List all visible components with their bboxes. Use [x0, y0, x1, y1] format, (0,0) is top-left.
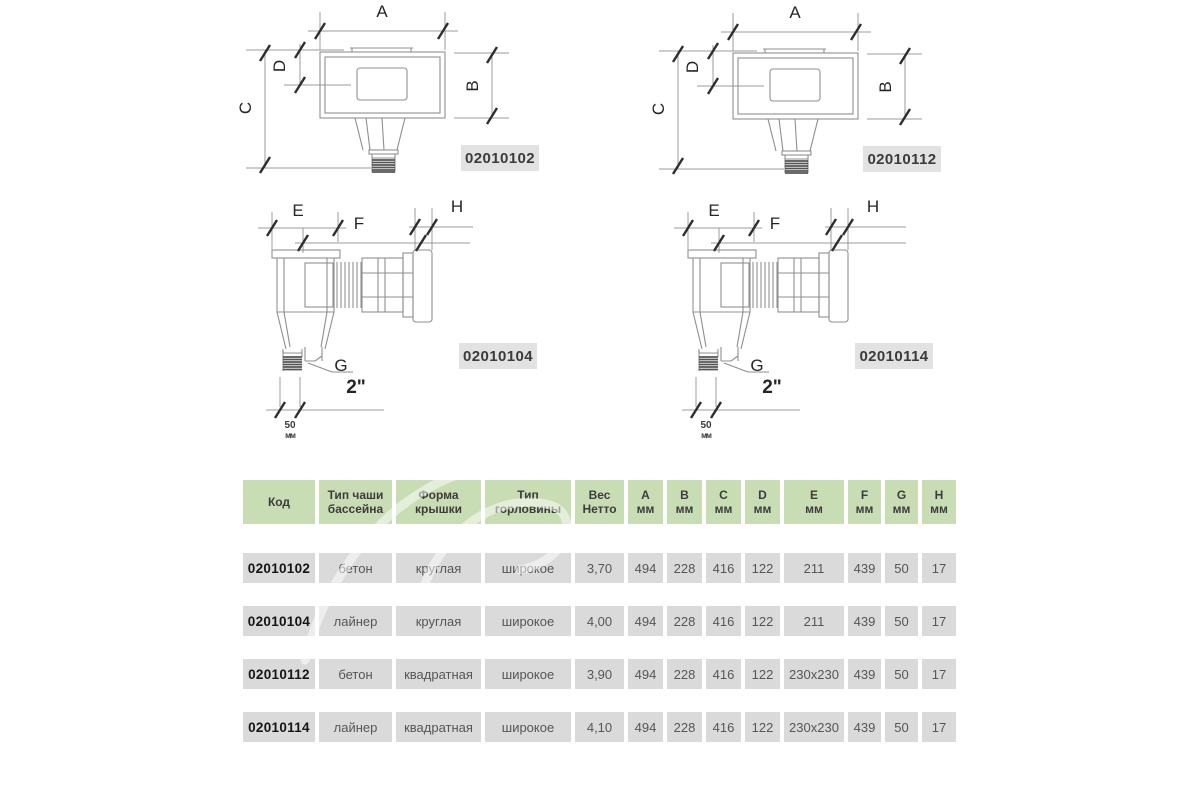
- code-badge: 02010114: [855, 343, 933, 369]
- cell-bowl-type: бетон: [319, 659, 392, 689]
- table-row: [243, 606, 956, 636]
- front-view-drawing-left: [236, 0, 560, 185]
- side-view-linework: [245, 195, 555, 445]
- dim-label-a: A: [376, 2, 388, 21]
- cell-f: 439: [848, 659, 881, 689]
- dim-label-b: B: [463, 80, 482, 92]
- column-header-e-mm: E мм: [784, 480, 844, 524]
- cell-net-weight: 3,70: [575, 553, 624, 583]
- cell-d: 122: [745, 606, 780, 636]
- cell-a: 494: [628, 712, 663, 742]
- code-badge: 02010102: [461, 145, 539, 171]
- cell-f: 439: [848, 712, 881, 742]
- cell-h: 17: [922, 553, 956, 583]
- cell-bowl-type: лайнер: [319, 606, 392, 636]
- cell-a: 494: [628, 606, 663, 636]
- dim-label-b: B: [876, 81, 895, 93]
- table-row: [243, 712, 956, 742]
- column-header-neck-type: Тип горловины: [485, 480, 571, 524]
- pipe-size-label: 2": [346, 377, 366, 398]
- body-outline: [272, 250, 432, 372]
- cell-neck-type: широкое: [485, 606, 571, 636]
- column-header-b-mm: B мм: [667, 480, 702, 524]
- cell-d: 122: [745, 712, 780, 742]
- dim-label-c: C: [649, 102, 668, 116]
- column-header-f-mm: F мм: [848, 480, 881, 524]
- pipe-threads: [372, 160, 395, 172]
- table-header-row: [243, 480, 956, 524]
- table-row: [243, 659, 956, 689]
- column-header-cover-shape: Форма крышки: [396, 480, 481, 524]
- cell-g: 50: [885, 659, 918, 689]
- column-header-h-mm: H мм: [922, 480, 956, 524]
- body-outline: [688, 250, 848, 372]
- code-badge: 02010104: [459, 343, 537, 369]
- spec-table: [243, 480, 956, 765]
- dim-label-d: D: [270, 59, 289, 73]
- cell-code: 02010112: [243, 659, 315, 689]
- cell-b: 228: [667, 606, 702, 636]
- cell-a: 494: [628, 553, 663, 583]
- cell-a: 494: [628, 659, 663, 689]
- cell-g: 50: [885, 606, 918, 636]
- pipe-threads: [699, 357, 718, 370]
- cell-e: 230x230: [784, 659, 844, 689]
- cell-f: 439: [848, 553, 881, 583]
- column-header-a-mm: A мм: [628, 480, 663, 524]
- side-view-drawing-right: [661, 195, 971, 445]
- cell-b: 228: [667, 712, 702, 742]
- cell-code: 02010102: [243, 553, 315, 583]
- column-header-code: Код: [243, 480, 315, 524]
- front-view-drawing-right: [649, 1, 973, 186]
- cell-cover-shape: круглая: [396, 553, 481, 583]
- cell-cover-shape: круглая: [396, 606, 481, 636]
- cell-b: 228: [667, 553, 702, 583]
- cell-f: 439: [848, 606, 881, 636]
- cell-e: 230x230: [784, 712, 844, 742]
- pipe-size-label: 2": [762, 377, 782, 398]
- cell-bowl-type: бетон: [319, 553, 392, 583]
- pipe-diameter-unit: мм: [285, 431, 295, 440]
- pipe-threads: [283, 357, 302, 370]
- cell-d: 122: [745, 553, 780, 583]
- cell-neck-type: широкое: [485, 553, 571, 583]
- cell-h: 17: [922, 606, 956, 636]
- dim-label-e: E: [292, 201, 304, 220]
- cell-code: 02010104: [243, 606, 315, 636]
- cell-d: 122: [745, 659, 780, 689]
- dim-label-g: G: [750, 356, 764, 375]
- cell-c: 416: [706, 659, 741, 689]
- dim-label-c: C: [236, 101, 255, 115]
- cell-c: 416: [706, 606, 741, 636]
- cell-e: 211: [784, 606, 844, 636]
- cell-neck-type: широкое: [485, 659, 571, 689]
- cell-g: 50: [885, 712, 918, 742]
- pipe-diameter-unit: мм: [701, 431, 711, 440]
- dimension-lines: [674, 208, 906, 410]
- cell-b: 228: [667, 659, 702, 689]
- dim-label-g: G: [334, 356, 348, 375]
- dim-label-d: D: [683, 60, 702, 74]
- cell-neck-type: широкое: [485, 712, 571, 742]
- side-view-drawing-left: [245, 195, 555, 445]
- table-row: [243, 553, 956, 583]
- dim-label-h: H: [866, 197, 880, 216]
- body-outline: [320, 48, 445, 172]
- cell-h: 17: [922, 712, 956, 742]
- dim-label-h: H: [450, 197, 464, 216]
- dim-label-f: F: [769, 214, 781, 233]
- cell-e: 211: [784, 553, 844, 583]
- dim-label-a: A: [789, 3, 801, 22]
- cell-cover-shape: квадратная: [396, 712, 481, 742]
- cell-g: 50: [885, 553, 918, 583]
- side-view-linework: [661, 195, 971, 445]
- pipe-diameter-label: 50: [700, 420, 712, 431]
- cell-cover-shape: квадратная: [396, 659, 481, 689]
- cell-code: 02010114: [243, 712, 315, 742]
- column-header-c-mm: C мм: [706, 480, 741, 524]
- cell-net-weight: 4,10: [575, 712, 624, 742]
- pipe-threads: [785, 161, 808, 173]
- cell-net-weight: 4,00: [575, 606, 624, 636]
- dim-label-f: F: [353, 214, 365, 233]
- column-header-d-mm: D мм: [745, 480, 780, 524]
- column-header-bowl-type: Тип чаши бассейна: [319, 480, 392, 524]
- dim-label-e: E: [708, 201, 720, 220]
- cell-c: 416: [706, 712, 741, 742]
- body-outline: [733, 49, 858, 173]
- pipe-diameter-label: 50: [284, 420, 296, 431]
- column-header-g-mm: G мм: [885, 480, 918, 524]
- cell-net-weight: 3,90: [575, 659, 624, 689]
- code-badge: 02010112: [863, 146, 941, 172]
- cell-h: 17: [922, 659, 956, 689]
- cell-bowl-type: лайнер: [319, 712, 392, 742]
- cell-c: 416: [706, 553, 741, 583]
- column-header-net-weight: Вес Нетто: [575, 480, 624, 524]
